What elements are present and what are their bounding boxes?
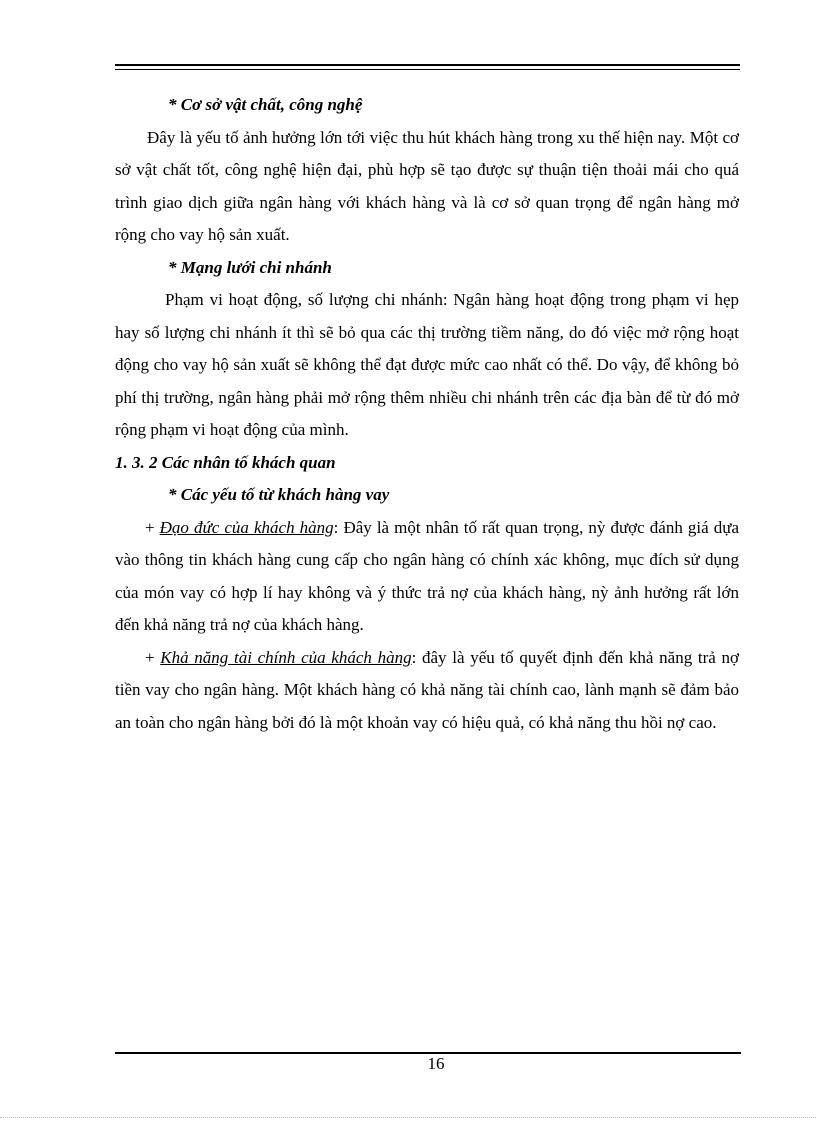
heading-facilities: * Cơ sở vật chất, công nghệ (168, 95, 363, 114)
term-finance: Khả năng tài chính của khách hàng (160, 647, 412, 667)
header-rule-thin (115, 69, 740, 70)
bullet-prefix: + (145, 647, 161, 667)
paragraph-network: Phạm vi hoạt động, số lượng chi nhánh: Ngân hàng hoạt động trong phạm vi hẹp hay số lượng chi nhánh ít thì sẽ bỏ qua các thị trường tiềm năng, do đó việc mở rộng hoạt động cho vay hộ sản xuất sẽ không thể đạt được mức cao nhất có thể. Do vậy, để không bỏ phí thị trường, ngân hàng phải mở rộng thêm nhiều chi nhánh trên các địa bàn để từ đó mở rộng phạm vi hoạt động của mình. (115, 290, 739, 439)
bullet-prefix: + (145, 517, 160, 537)
page-edge (0, 1117, 816, 1118)
paragraph-ethics (115, 512, 739, 642)
paragraph-finance (115, 642, 739, 740)
section-heading: 1. 3. 2 Các nhân tố khách quan (115, 452, 336, 472)
term-ethics: Đạo đức của khách hàng (159, 517, 334, 537)
heading-borrower: * Các yếu tố từ khách hàng vay (168, 485, 390, 504)
page-body (115, 89, 739, 739)
page-number: 16 (427, 1054, 445, 1073)
finance-text: : đây là yếu tố quyết định đến khả năng trả nợ tiền vay cho ngân hàng. Một khách hàng có khả năng tài chính cao, lành mạnh sẽ đảm bảo an toàn cho ngân hàng bởi đó là một khoản vay có hiệu quả, có khả năng thu hồi nợ cao. (115, 647, 739, 732)
paragraph-facilities: Đây là yếu tố ảnh hưởng lớn tới việc thu hút khách hàng trong xu thế hiện nay. Một cơ sở vật chất tốt, công nghệ hiện đại, phù hợp sẽ tạo được sự thuận tiện thoải mái cho quá trình giao dịch giữa ngân hàng với khách hàng và là cơ sở quan trọng để ngân hàng mở rộng cho vay hộ sản xuất. (115, 127, 739, 244)
ethics-text: : Đây là một nhân tố rất quan trọng, nỳ được đánh giá dựa vào thông tin khách hàng cung cấp cho ngân hàng có chính xác không, mục đích sử dụng của món vay có hợp lí hay không và ý thức trả nợ của khách hàng, nỳ ảnh hưởng rất lớn đến khả năng trả nợ của khách hàng. (115, 517, 739, 634)
header-rule (115, 64, 740, 66)
heading-network: * Mạng lưới chi nhánh (168, 257, 332, 277)
